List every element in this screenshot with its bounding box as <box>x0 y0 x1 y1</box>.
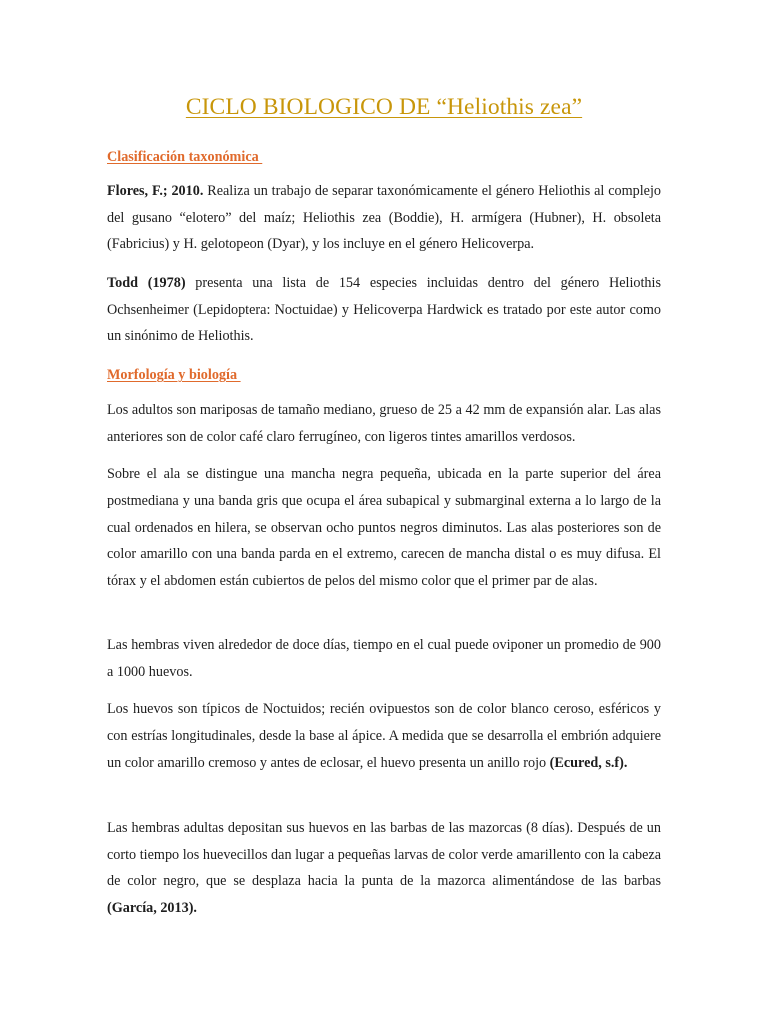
paragraph-text: Las hembras adultas depositan sus huevos en las barbas de las mazorcas (8 días). Después de un corto tiempo los huevecillos dan lugar a pequeñas larvas de color verde amarillento con la cabeza de color negro, que se desplaza hacia la punta de la mazorca alimentándose de las barbas <box>107 820 661 890</box>
paragraph-todd <box>107 270 661 350</box>
paragraph-ala <box>107 461 661 595</box>
paragraph-text: Sobre el ala se distingue una mancha negra pequeña, ubicada en la parte superior del área postmediana y una banda gris que ocupa el área subapical y submarginal externa a lo largo de la cual ordenados en hilera, se observan ocho puntos negros diminutos. Las alas posteriores son de color amarillo con una banda parda en el extremo, carecen de mancha distal o es muy difusa. El tórax y el abdomen están cubiertos de pelos del mismo color que el primer par de alas. <box>107 466 661 590</box>
paragraph-flores <box>107 178 661 258</box>
paragraph-huevos <box>107 696 661 776</box>
document-title: CICLO BIOLOGICO DE “Heliothis zea” <box>185 94 583 120</box>
citation-garcia: (García, 2013). <box>107 900 197 917</box>
paragraph-text: presenta una lista de 154 especies incluidas dentro del género Heliothis Ochsenheimer (Lepidoptera: Noctuidae) y Helicoverpa Hardwick es tratado por este autor como un sinónimo de Heliothis. <box>107 275 661 345</box>
paragraph-text: Los adultos son mariposas de tamaño mediano, grueso de 25 a 42 mm de expansión alar. Las alas anteriores son de color café claro ferrugíneo, con ligeros tintes amarillos verdosos. <box>107 402 661 445</box>
section-heading-morfologia: Morfología y biología <box>107 367 241 383</box>
section-heading-clasificacion: Clasificación taxonómica <box>107 149 263 165</box>
paragraph-hembras-adultas <box>107 815 661 922</box>
citation-lead-flores: Flores, F.; 2010. <box>107 183 204 199</box>
paragraph-text: Los huevos son típicos de Noctuidos; recién ovipuestos son de color blanco ceroso, esféricos y con estrías longitudinales, desde la base al ápice. A medida que se desarrolla el embrión adquiere un color amarillo cremoso y antes de eclosar, el huevo presenta un anillo rojo <box>107 701 661 771</box>
paragraph-hembras <box>107 632 661 685</box>
citation-lead-todd: Todd (1978) <box>107 275 186 291</box>
citation-ecured: (Ecured, s.f). <box>549 754 628 771</box>
paragraph-text: Realiza un trabajo de separar taxonómicamente el género Heliothis al complejo del gusano “elotero” del maíz; Heliothis zea (Boddie), H. armígera (Hubner), H. obsoleta (Fabricius) y H. gelotopeon (Dyar), y los incluye en el género Helicoverpa. <box>107 183 662 253</box>
paragraph-adultos <box>107 397 661 450</box>
paragraph-text: Las hembras viven alrededor de doce días, tiempo en el cual puede oviponer un promedio de 900 a 1000 huevos. <box>107 637 661 680</box>
